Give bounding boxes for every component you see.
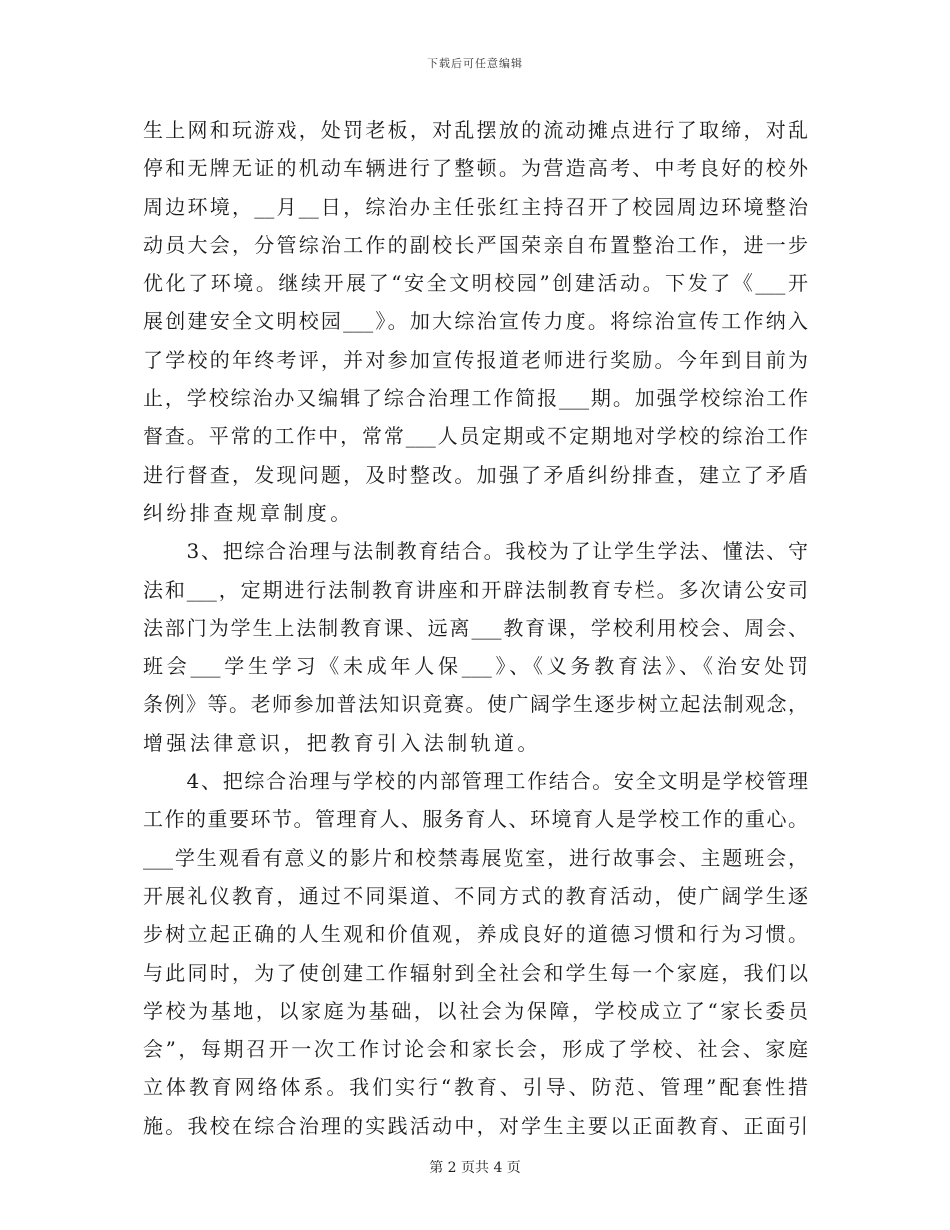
text-line: 开展礼仪教育，通过不同渠道、不同方式的教育活动，使广阔学生逐 xyxy=(143,883,808,908)
text-line: 动员大会，分管综治工作的副校长严国荣亲自布置整治工作，进一步 xyxy=(143,232,808,257)
text-line: 立体教育网络体系。我们实行“教育、引导、防范、管理”配套性措 xyxy=(143,1075,808,1100)
text-line: 了学校的年终考评，并对参加宣传报道老师进行奖励。今年到目前为 xyxy=(143,347,808,372)
text-line: 与此同时，为了使创建工作辐射到全社会和学生每一个家庭，我们以 xyxy=(143,960,808,985)
text-line: ___学生观看有意义的影片和校禁毒展览室，进行故事会、主题班会， xyxy=(143,845,808,870)
text-line: 止，学校综治办又编辑了综合治理工作简报___期。加强学校综治工作 xyxy=(143,386,808,411)
text-line: 工作的重要环节。管理育人、服务育人、环境育人是学校工作的重心。 xyxy=(143,807,808,832)
text-line: 停和无牌无证的机动车辆进行了整顿。为营造高考、中考良好的校外 xyxy=(143,156,808,181)
text-line: 施。我校在综合治理的实践活动中，对学生主要以正面教育、正面引 xyxy=(143,1113,808,1138)
text-line: 进行督查，发现问题，及时整改。加强了矛盾纠纷排查，建立了矛盾 xyxy=(143,462,808,487)
page-header: 下载后可任意编辑 xyxy=(427,57,523,70)
page-number: 第 2 页共 4 页 xyxy=(429,1160,521,1176)
text-line: 4、把综合治理与学校的内部管理工作结合。安全文明是学校管理 xyxy=(143,769,808,794)
text-line: 会”，每期召开一次工作讨论会和家长会，形成了学校、社会、家庭 xyxy=(143,1037,808,1062)
text-line: 纠纷排查规章制度。 xyxy=(143,500,354,525)
text-line: 班会___学生学习《未成年人保___》、《义务教育法》、《治安处罚 xyxy=(143,654,808,679)
text-line: 学校为基地，以家庭为基础，以社会为保障，学校成立了“家长委员 xyxy=(143,998,808,1023)
text-line: 3、把综合治理与法制教育结合。我校为了让学生学法、懂法、守 xyxy=(143,539,808,564)
text-line: 步树立起正确的人生观和价值观，养成良好的道德习惯和行为习惯。 xyxy=(143,922,808,947)
text-line: 增强法律意识，把教育引入法制轨道。 xyxy=(143,730,541,755)
text-line: 展创建安全文明校园___》。加大综治宣传力度。将综治宣传工作纳入 xyxy=(143,309,808,334)
text-line: 生上网和玩游戏，处罚老板，对乱摆放的流动摊点进行了取缔，对乱 xyxy=(143,118,808,142)
text-line: 法和___，定期进行法制教育讲座和开辟法制教育专栏。多次请公安司 xyxy=(143,577,808,602)
text-line: 督查。平常的工作中，常常___人员定期或不定期地对学校的综治工作 xyxy=(143,424,808,449)
document-body xyxy=(143,111,808,1145)
text-line: 法部门为学生上法制教育课、远离___教育课，学校利用校会、周会、 xyxy=(143,615,808,640)
text-line: 优化了环境。继续开展了“安全文明校园”创建活动。下发了《___开 xyxy=(143,271,808,296)
text-line: 条例》等。老师参加普法知识竟赛。使广阔学生逐步树立起法制观念， xyxy=(143,692,808,717)
text-line: 周边环境，__月__日，综治办主任张红主持召开了校园周边环境整治 xyxy=(143,194,808,219)
